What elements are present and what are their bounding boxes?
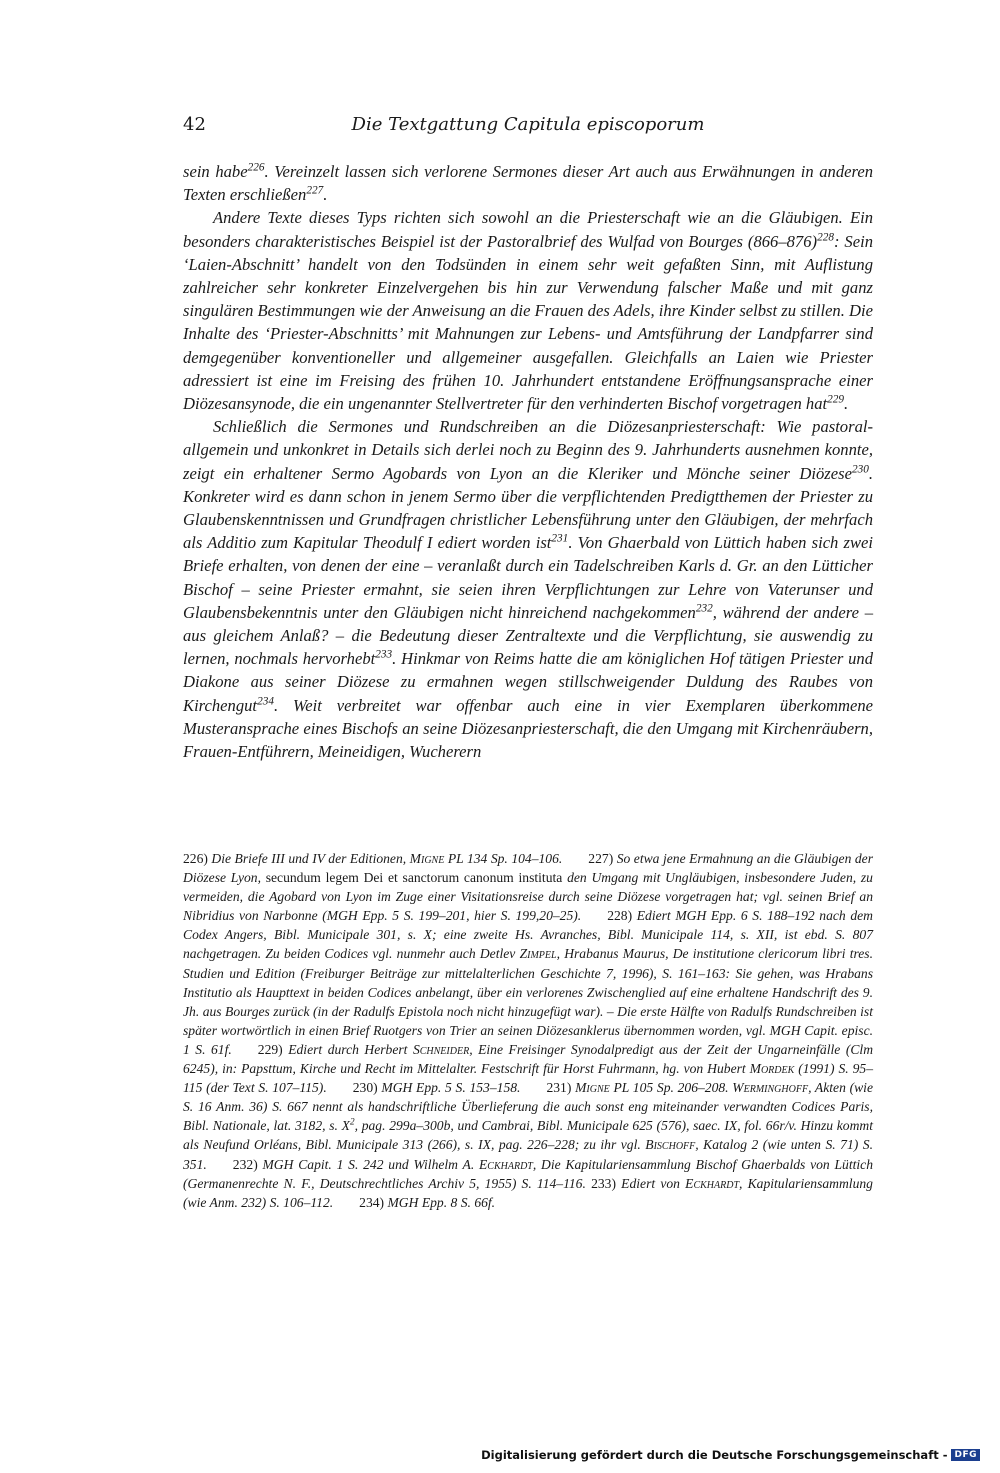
footnote-ref-231[interactable]: 231 xyxy=(551,532,569,545)
footnote-ref-229[interactable]: 229 xyxy=(827,393,845,406)
running-header xyxy=(183,114,873,142)
digitization-footer xyxy=(481,1445,980,1465)
footnote-230: 230) MGH Epp. 5 S. 153–158. xyxy=(352,1080,521,1096)
footnote-232: 232) MGH Capit. 1 S. 242 und Wilhelm A. Eckhardt, Die Kapitulariensammlung Bischof Ghaerbalds von Lüttich (Germanenrechte N. F., Deutschrechtliches Archiv 5, 1955) S. 114–116. xyxy=(183,1156,873,1191)
footnote-227: 227) So etwa jene Ermahnung an die Gläubigen der Diözese Lyon, secundum legem Dei et sanctorum canonum instituta den Umgang mit Ungläubigen, insbesondere Juden, zu vermeiden, die Agobard von Lyon im Zuge einer Visitationsreise durch seine Diözese vorgetragen hat; vgl. seinen Brief an Nibridius von Narbonne (MGH Epp. 5 S. 199–201, hier S. 199,20–25). xyxy=(183,851,873,924)
footnote-ref-233[interactable]: 233 xyxy=(375,648,393,661)
running-title: Die Textgattung Capitula episcoporum xyxy=(351,114,705,135)
footnote-ref-232[interactable]: 232 xyxy=(695,602,713,615)
footnote-ref-226[interactable]: 226 xyxy=(247,161,265,174)
footnote-ref-230[interactable]: 230 xyxy=(851,463,869,476)
footnotes xyxy=(183,849,873,1212)
footnote-229: 229) Ediert durch Herbert Schneider, Eine Freisinger Synodalpredigt aus der Zeit der Ungarneinfälle (Clm 6245), in: Papsttum, Kirche und Recht im Mittelalter. Festschrift für Horst Fuhrmann, hg. von Hubert Mordek (1991) S. 95–115 (der Text S. 107–115). xyxy=(183,1041,874,1096)
footnote-234: 234) MGH Epp. 8 S. 66f. xyxy=(359,1194,496,1210)
paragraph-3: Schließlich die Sermones und Rundschreiben an die Diözesanpriesterschaft: Wie pastoral-allgemein und unkonkret in Details sich derlei noch zu Beginn des 9. Jahrhunderts ausnehmen konnte, zeigt ein erhaltener Sermo Agobards von Lyon an die Kleriker und Mönche seiner Diözese$^{230}$. Konkreter wird es dann schon in jenem Sermo über die verpflichtenden Predigtthemen der Priester zu Glaubenskenntnissen und Grundfragen christlicher Lebensführung unter den Gläubigen, der mehrfach als Additio zum Kapitular Theodulf I ediert worden ist$^{231}$. Von Ghaerbald von Lüttich haben sich zwei Briefe erhalten, von denen der eine – veranlaßt durch ein Tadelschreiben Karls d. Gr. an den Lütticher Bischof – seine Priester ermahnt, sie seien ihren Verpflichtungen zur Lehre von Vaterunser und Glaubensbekenntnis unter den Gläubigen nicht hinreichend nachgekommen$^{232}$, während der andere – aus gleichem Anlaß? – die Bedeutung dieser Zentraltexte und die Verpflichtung, sie auswendig zu lernen, nochmals hervorhebt$^{233}$. Hinkmar von Reims hatte die am königlichen Hof tätigen Priester und Diakone aus seiner Diözese zu ermahnen wegen stillschweigender Duldung des Raubes von Kirchengut$^{234}$. Weit verbreitet war offenbar auch eine in vier Exemplaren überkommene Musteransprache eines Bischofs an seine Diözesanpriesterschaft, die den Umgang mit Kirchenräubern, Frauen-Entführern, Meineidigen, Wucherern xyxy=(183,417,873,762)
dfg-logo: DFG xyxy=(951,1449,980,1461)
paragraph-2: Andere Texte dieses Typs richten sich sowohl an die Priesterschaft wie an die Gläubigen. Ein besonders charakteristisches Beispiel ist der Pastoralbrief des Wulfad von Bourges $(866-876)^{228}$: Sein ‘Laien-Abschnitt’ handelt von den Todsünden in einem sehr weit gefaßten Sinn, mit Auflistung zahlreicher sehr konkreter Einzelvergehen bis hin zur Verwendung falscher Maße und mit ganz singulären Bestimmungen wie der Anweisung an die Frauen des Adels, ihre Kinder selbst zu stillen. Die Inhalte des ‘Priester-Abschnitts’ mit Mahnungen zur Lebens- und Amtsführung der Landpfarrer sind demgegenüber konventioneller und allgemeiner ausgefallen. Gleichfalls an Laien wie Priester adressiert ist eine im Freising des frühen 10. Jahrhundert entstandene Eröffnungsansprache einer Diözesansynode, die ein ungenannter Stellvertreter für den verhinderten Bischof vorgetragen hat$^{229}$. xyxy=(183,208,873,414)
footnote-ref-234[interactable]: 234 xyxy=(257,695,274,708)
footnote-ref-227[interactable]: 227 xyxy=(306,184,324,197)
footnote-233: 233) Ediert von Eckhardt, Kapitulariensammlung (wie Anm. 232) S. 106–112. xyxy=(183,1175,873,1210)
footnote-228: 228) Ediert MGH Epp. 6 S. 188–192 nach dem Codex Angers, Bibl. Municipale 301, s. X; eine zweite Hs. Avranches, Bibl. Municipale 114, s. XII, ist ebd. S. 807 nachgetragen. Zu beiden Codices vgl. nunmehr auch Detlev Zimpel, Hrabanus Maurus, De institutione clericorum libri tres. Studien und Edition (Freiburger Beiträge zur mittelalterlichen Geschichte 7, 1996), S. 161–163: Sie gehen, was Hrabans Institutio als Haupttext in beiden Codices anbelangt, über ein verlorenes Zwischenglied auf eine erhaltene Handschrift des 9. Jh. aus Bourges zurück (in der Radulfs Epistola noch nicht hinzugefügt war). – Die erste Hälfte von Radulfs Rundschreiben ist später wortwörtlich in einen Brief Ruotgers von Trier an seinen Diözesanklerus übernommen worden, vgl. MGH Capit. episc. 1 S. 61f. xyxy=(183,908,873,1057)
footnote-ref-228[interactable]: 228 xyxy=(817,231,834,244)
page-number: 42 xyxy=(183,114,206,135)
footer-text: Digitalisierung gefördert durch die Deutsche Forschungsgemeinschaft - xyxy=(481,1448,948,1462)
footnote-226: 226) Die Briefe III und IV der Editionen, Migne PL 134 Sp. 104–106. xyxy=(183,851,563,866)
main-text xyxy=(183,160,873,763)
footnote-231: 231) Migne PL 105 Sp. 206–208. Werminghoff, Akten (wie S. 16 Anm. 36) S. 667 nennt als handschriftliche Überlieferung die auch sonst eng miteinander verwandten Codices Paris, Bibl. Nationale, lat. 3182, s. $X^2$, pag. 299a–300b, und Cambrai, Bibl. Municipale 625 (576), saec. IX, fol. 66r/v. Hinzu kommt als Neufund Orléans, Bibl. Municipale 313 (266), s. IX, pag. 226–228; zu ihr vgl. Bischoff, Katalog 2 (wie unten S. 71) S. 351. xyxy=(183,1080,873,1172)
paragraph-1: sein habe$^{226}$. Vereinzelt lassen sich verlorene Sermones dieser Art auch aus Erwähnungen in anderen Texten erschließen$^{227}$. xyxy=(183,161,873,205)
